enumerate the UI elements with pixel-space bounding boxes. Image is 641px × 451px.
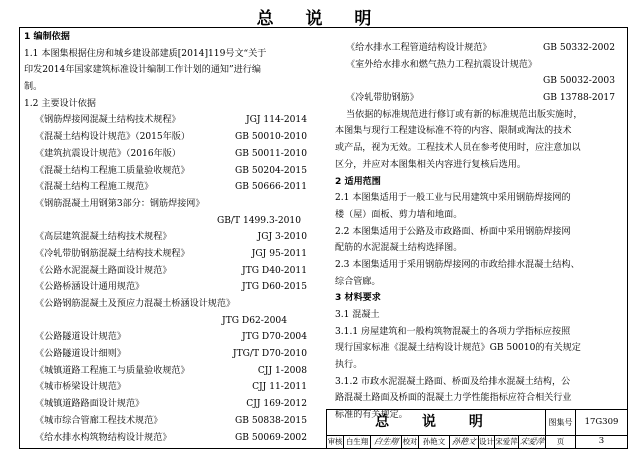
checker-name: 孙艳文 xyxy=(419,435,450,448)
section-3-1-2-line: 路混凝土路面及桥面的混凝土力学性能指标应符合相关行业 xyxy=(335,393,572,404)
standard-code: JTG D70-2004 xyxy=(242,332,307,343)
standard-code: GB 50010-2010 xyxy=(235,132,307,143)
standard-row xyxy=(335,40,623,57)
title-block-title: 总 说 明 xyxy=(327,410,546,435)
section-2-3-line: 2.3 本图集适用于采用钢筋焊接网的市政给排水混凝土结构、 xyxy=(335,259,580,270)
section-1-1-line: 印发2014年国家建筑标准设计编制工作计划的通知”进行编 xyxy=(24,65,261,76)
standard-name: 《混凝土结构设计规范》（2015年版） xyxy=(35,132,190,143)
standard-code: JGJ 3-2010 xyxy=(257,232,307,243)
standard-code: GB/T 1499.3-2010 xyxy=(216,215,301,226)
standard-row xyxy=(24,346,315,363)
section-2-3-line: 综合管廊。 xyxy=(335,276,381,287)
revision-note-line: 当依据的标准规范进行修订或有新的标准规范出版实施时， xyxy=(346,109,583,120)
standard-name: 《给水排水工程管道结构设计规范》 xyxy=(346,43,492,53)
standard-row xyxy=(24,430,315,447)
standard-code: JTG D60-2015 xyxy=(242,282,307,293)
standard-code: CJJ 11-2011 xyxy=(252,382,307,393)
section-2-1-line: 楼（屋）面板、剪力墙和地面。 xyxy=(335,209,463,220)
standard-code: GB 50838-2015 xyxy=(235,415,307,426)
page-title: 总 说 明 xyxy=(256,9,385,29)
standard-name: 《城镇道路工程施工与质量验收规范》 xyxy=(35,365,190,376)
standard-code: GB 50332-2002 xyxy=(543,43,615,53)
standard-name: 《城市桥梁设计规范》 xyxy=(35,382,126,393)
standard-row xyxy=(24,196,315,213)
standard-row xyxy=(335,57,623,74)
standard-code: GB 13788-2017 xyxy=(543,93,615,104)
standard-code: JGJ 114-2014 xyxy=(245,115,307,126)
standard-code: GB 50011-2010 xyxy=(235,148,307,159)
standard-row xyxy=(24,279,315,296)
standard-row xyxy=(24,313,315,330)
standard-row xyxy=(24,379,315,396)
review-label: 审核 xyxy=(327,437,343,446)
standard-code: JTG D40-2011 xyxy=(242,265,307,276)
standard-name: 《高层建筑混凝土结构技术规程》 xyxy=(35,232,172,243)
section-2-heading: 2 适用范围 xyxy=(335,176,381,187)
section-1-1-line: 制。 xyxy=(24,82,43,93)
standard-row xyxy=(24,296,315,313)
title-block xyxy=(326,409,628,449)
standard-row xyxy=(24,246,315,263)
reviewer-signature: 白生翔 xyxy=(371,435,402,448)
standard-row xyxy=(24,163,315,180)
section-3-1-2-line: 3.1.2 市政水泥混凝土路面、桥面及给排水混凝土结构，公 xyxy=(335,376,571,387)
standard-name: 《公路钢筋混凝土及预应力混凝土桥涵设计规范》 xyxy=(35,299,236,309)
standard-name: 《混凝土结构工程施工质量验收规范》 xyxy=(35,165,190,176)
standard-code: GB 50069-2002 xyxy=(235,432,307,443)
standard-name: 《给水排水构筑物结构设计规范》 xyxy=(35,432,172,443)
standard-row xyxy=(335,90,623,107)
left-column xyxy=(24,29,315,446)
standard-name: 《公路隧道设计细则》 xyxy=(35,349,126,360)
standard-row xyxy=(24,229,315,246)
atlas-number: 17G309 xyxy=(584,417,619,427)
revision-note-line: 本图集与现行工程建设标准不符的内容、限制或淘汰的技术 xyxy=(335,126,572,137)
standard-code: JTG/T D70-2010 xyxy=(232,349,307,360)
section-1-1-line: 1.1 本图集根据住房和城乡建设部建质[2014]119号文“关于 xyxy=(24,48,267,59)
standard-code: GB 50666-2011 xyxy=(235,182,307,193)
page-number: 3 xyxy=(598,436,605,446)
standard-row xyxy=(24,146,315,163)
revision-note-line: 区分，并应对本图集相关内容进行复核后选用。 xyxy=(335,159,526,170)
atlas-number-label: 图集号 xyxy=(546,410,576,435)
standard-row xyxy=(335,73,623,90)
section-2-2-line: 配筋的水泥混凝土结构选择图。 xyxy=(335,243,463,254)
standard-row xyxy=(24,363,315,380)
section-3-1-heading: 3.1 混凝土 xyxy=(335,310,380,320)
standard-name: 《建筑抗震设计规范》（2016年版） xyxy=(35,148,181,159)
designer-name: 宋爱萍 xyxy=(495,437,518,446)
standard-code: GB 50032-2003 xyxy=(543,76,615,87)
section-1-heading: 1 编制依据 xyxy=(24,32,70,42)
section-2-1-line: 2.1 本图集适用于一般工业与民用建筑中采用钢筋焊接网的 xyxy=(335,193,571,204)
standard-row xyxy=(24,329,315,346)
standard-name: 《城镇道路路面设计规范》 xyxy=(35,399,145,410)
page-label: 页 xyxy=(546,435,576,448)
design-label: 设计 xyxy=(479,437,494,446)
standard-row xyxy=(24,179,315,196)
standard-row xyxy=(24,396,315,413)
reviewer-name: 白生翔 xyxy=(344,435,371,448)
standard-row xyxy=(24,112,315,129)
standard-code: CJJ 169-2012 xyxy=(246,399,307,410)
section-3-1-1-line: 执行。 xyxy=(335,360,363,371)
standard-name: 《冷轧带肋钢筋混凝土结构技术规程》 xyxy=(35,248,190,259)
section-3-1-2-line: 标准的有关规定。 xyxy=(335,410,408,421)
section-2-2-line: 2.2 本图集适用于公路及市政路面、桥面中采用钢筋焊接网 xyxy=(335,226,571,237)
section-3-1-1-line: 现行国家标准《混凝土结构设计规范》GB 50010的有关规定 xyxy=(335,343,581,354)
standard-name: 《公路水泥混凝土路面设计规范》 xyxy=(35,265,172,276)
standard-name: 《冷轧带肋钢筋》 xyxy=(346,93,419,104)
section-3-heading: 3 材料要求 xyxy=(335,293,381,304)
section-1-2-heading: 1.2 主要设计依据 xyxy=(24,98,96,109)
standard-code: JTG D62-2004 xyxy=(222,315,287,326)
standard-code: CJJ 1-2008 xyxy=(257,365,307,376)
right-column xyxy=(335,40,623,424)
standard-code: GB 50204-2015 xyxy=(235,165,307,176)
standard-row xyxy=(24,263,315,280)
standard-row xyxy=(24,413,315,430)
standard-name: 《公路桥涵设计通用规范》 xyxy=(35,282,145,293)
designer-signature: 宋爱萍 xyxy=(519,437,545,446)
standard-name: 《钢筋焊接网混凝土结构技术规程》 xyxy=(35,115,181,126)
standard-name: 《室外给水排水和燃气热力工程抗震设计规范》 xyxy=(346,59,537,70)
revision-note-line: 或产品，视为无效。工程技术人员在参考使用时，应注意加以 xyxy=(335,143,581,154)
section-3-1-1-line: 3.1.1 房屋建筑和一般构筑物混凝土的各项力学指标应按照 xyxy=(335,326,571,337)
standard-code: JGJ 95-2011 xyxy=(251,248,307,259)
standard-row xyxy=(24,129,315,146)
standard-name: 《公路隧道设计规范》 xyxy=(35,332,126,343)
checker-signature: 孙艳文 xyxy=(450,435,479,448)
standard-name: 《混凝土结构工程施工规范》 xyxy=(35,182,154,193)
standard-row xyxy=(24,213,315,230)
check-label: 校对 xyxy=(402,437,418,446)
standard-name: 《钢筋混凝土用钢第3部分：钢筋焊接网》 xyxy=(35,198,205,209)
standard-name: 《城市综合管廊工程技术规范》 xyxy=(35,415,163,426)
